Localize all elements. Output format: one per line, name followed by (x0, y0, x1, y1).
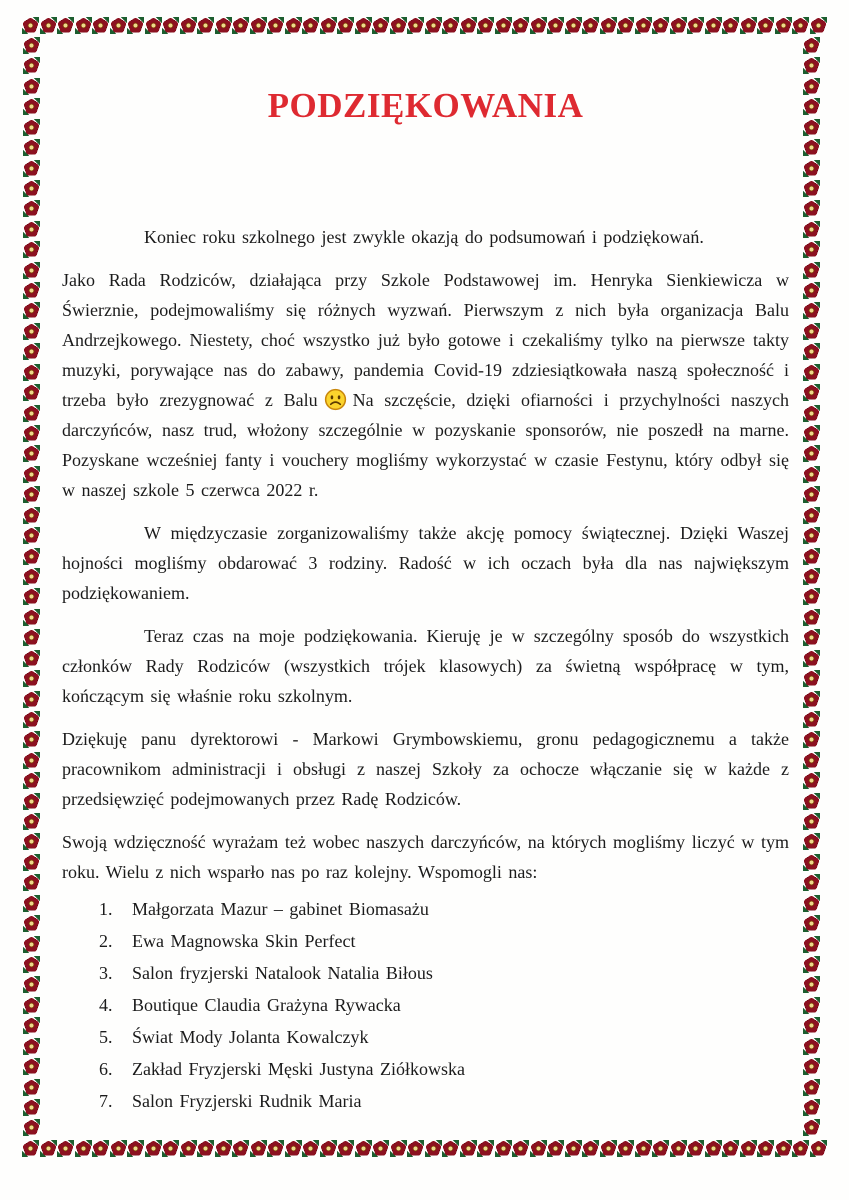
paragraph-donors-intro: Swoją wdzięczność wyrażam też wobec naszych darczyńców, na których mogliśmy liczyć w tym roku. Wielu z nich wsparło nas po raz kolejny. Wspomogli nas: (62, 832, 789, 882)
flower-icon (23, 1119, 40, 1136)
flower-icon (803, 180, 820, 197)
flower-icon (803, 466, 820, 483)
flower-icon (23, 854, 40, 871)
flower-icon (495, 17, 512, 34)
flower-icon (23, 180, 40, 197)
flower-icon (740, 17, 757, 34)
flower-icon (460, 17, 477, 34)
flower-icon (792, 1140, 809, 1157)
flower-icon (477, 17, 494, 34)
flower-icon (23, 200, 40, 217)
flower-icon (23, 78, 40, 95)
flower-icon (803, 221, 820, 238)
flower-icon (92, 1140, 109, 1157)
flower-icon (23, 323, 40, 340)
flower-icon (803, 588, 820, 605)
flower-icon (512, 1140, 529, 1157)
flower-icon (803, 1038, 820, 1055)
flower-icon (22, 1140, 39, 1157)
flower-icon (23, 486, 40, 503)
flower-icon (285, 17, 302, 34)
flower-icon (127, 1140, 144, 1157)
flower-icon (320, 1140, 337, 1157)
flower-icon (803, 915, 820, 932)
flower-icon (23, 1038, 40, 1055)
flower-icon (23, 793, 40, 810)
flower-icon (810, 1140, 827, 1157)
flower-icon (75, 17, 92, 34)
flower-icon (442, 17, 459, 34)
flower-icon (23, 609, 40, 626)
paragraph-director: Dziękuję panu dyrektorowi - Markowi Grymbowskiemu, gronu pedagogicznemu a także pracownikom administracji i obsługi z naszej Szkoły za ochocze włączanie się w każde z przedsięwzięć podejmowanych przez Radę Rodziców. (62, 729, 789, 809)
flower-icon (803, 1017, 820, 1034)
flower-icon (23, 874, 40, 891)
flower-icon (803, 1119, 820, 1136)
flower-icon (23, 588, 40, 605)
flower-icon (197, 1140, 214, 1157)
paragraph-charity: W międzyczasie zorganizowaliśmy także akcję pomocy świątecznej. Dzięki Waszej hojności mogliśmy obdarować 3 rodziny. Radość w ich oczach była dla nas największym podziękowaniem. (62, 523, 789, 603)
flower-icon (775, 1140, 792, 1157)
flower-icon (803, 752, 820, 769)
flower-icon (565, 17, 582, 34)
flower-icon (75, 1140, 92, 1157)
flower-icon (512, 17, 529, 34)
flower-icon (600, 1140, 617, 1157)
flower-icon (23, 425, 40, 442)
flower-icon (425, 1140, 442, 1157)
flower-icon (40, 17, 57, 34)
flower-icon (547, 1140, 564, 1157)
flower-icon (803, 548, 820, 565)
sponsors-list (62, 895, 789, 1116)
flower-icon (23, 1017, 40, 1034)
flower-icon (803, 793, 820, 810)
flower-icon (23, 997, 40, 1014)
flower-icon (320, 17, 337, 34)
flower-icon (425, 17, 442, 34)
flower-icon (267, 1140, 284, 1157)
flower-icon (803, 302, 820, 319)
flower-icon (803, 772, 820, 789)
flower-icon (803, 445, 820, 462)
flower-icon (22, 17, 39, 34)
flower-icon (23, 527, 40, 544)
flower-icon (23, 364, 40, 381)
flower-icon (250, 1140, 267, 1157)
list-item: 6. Zakład Fryzjerski Męski Justyna Ziółkowska (119, 1055, 789, 1084)
flower-icon (582, 17, 599, 34)
flower-icon (803, 711, 820, 728)
flower-icon (267, 17, 284, 34)
flower-icon (23, 956, 40, 973)
flower-icon (803, 241, 820, 258)
flower-icon (705, 17, 722, 34)
list-item: 3. Salon fryzjerski Natalook Natalia Biłous (119, 959, 789, 988)
flower-icon (775, 17, 792, 34)
flower-icon (792, 17, 809, 34)
flower-icon (582, 1140, 599, 1157)
flower-icon (232, 1140, 249, 1157)
flower-icon (407, 1140, 424, 1157)
flower-icon (803, 364, 820, 381)
floral-border-left (23, 37, 40, 1137)
paragraph-main-text-after: Na szczęście, dzięki ofiarności i przychylności naszych darczyńców, nasz trud, włożony szczególnie w pozyskanie sponsorów, nie poszedł na marne. Pozyskane wcześniej fanty i vouchery mogliśmy wykorzystać w czasie Festynu, który odbył się w naszej szkole 5 czerwca 2022 r. (62, 390, 789, 500)
flower-icon (670, 17, 687, 34)
flower-icon (23, 752, 40, 769)
flower-icon (23, 57, 40, 74)
flower-icon (617, 1140, 634, 1157)
flower-icon (23, 772, 40, 789)
flower-icon (803, 343, 820, 360)
flower-icon (670, 1140, 687, 1157)
floral-border-right (803, 37, 820, 1137)
flower-icon (355, 1140, 372, 1157)
flower-icon (23, 813, 40, 830)
flower-icon (803, 976, 820, 993)
flower-icon (803, 98, 820, 115)
flower-icon (180, 1140, 197, 1157)
flower-icon (803, 650, 820, 667)
flower-icon (92, 17, 109, 34)
flower-icon (162, 17, 179, 34)
flower-icon (23, 139, 40, 156)
flower-icon (145, 17, 162, 34)
flower-icon (803, 384, 820, 401)
flower-icon (803, 568, 820, 585)
document-title: PODZIĘKOWANIA (267, 86, 584, 125)
flower-icon (803, 486, 820, 503)
flower-icon (803, 813, 820, 830)
flower-icon (390, 17, 407, 34)
flower-icon (652, 1140, 669, 1157)
flower-icon (23, 691, 40, 708)
flower-icon (390, 1140, 407, 1157)
list-item: 7. Salon Fryzjerski Rudnik Maria (119, 1087, 789, 1116)
flower-icon (23, 98, 40, 115)
flower-icon (803, 609, 820, 626)
flower-icon (23, 262, 40, 279)
flower-icon (600, 17, 617, 34)
flower-icon (23, 548, 40, 565)
flower-icon (803, 731, 820, 748)
floral-border-top (22, 17, 827, 34)
flower-icon (355, 17, 372, 34)
flower-icon (803, 670, 820, 687)
flower-icon (495, 1140, 512, 1157)
floral-border-bottom (22, 1140, 827, 1157)
flower-icon (110, 17, 127, 34)
flower-icon (803, 997, 820, 1014)
flower-icon (23, 302, 40, 319)
flower-icon (23, 119, 40, 136)
flower-icon (635, 1140, 652, 1157)
flower-icon (285, 1140, 302, 1157)
flower-icon (110, 1140, 127, 1157)
flower-icon (162, 1140, 179, 1157)
flower-icon (740, 1140, 757, 1157)
flower-icon (803, 78, 820, 95)
flower-icon (477, 1140, 494, 1157)
flower-icon (23, 1058, 40, 1075)
flower-icon (530, 1140, 547, 1157)
flower-icon (180, 17, 197, 34)
flower-icon (530, 17, 547, 34)
flower-icon (565, 1140, 582, 1157)
flower-icon (652, 17, 669, 34)
flower-icon (803, 425, 820, 442)
flower-icon (23, 445, 40, 462)
flower-icon (302, 17, 319, 34)
flower-icon (23, 1099, 40, 1116)
flower-icon (803, 37, 820, 54)
flower-icon (803, 956, 820, 973)
flower-icon (460, 1140, 477, 1157)
flower-icon (803, 1058, 820, 1075)
flower-icon (803, 895, 820, 912)
flower-icon (197, 17, 214, 34)
flower-icon (23, 405, 40, 422)
flower-icon (23, 343, 40, 360)
paragraph-intro: Koniec roku szkolnego jest zwykle okazją do podsumowań i podziękowań. (144, 227, 704, 247)
list-item: 1. Małgorzata Mazur – gabinet Biomasażu (119, 895, 789, 924)
flower-icon (23, 568, 40, 585)
flower-icon (407, 17, 424, 34)
flower-icon (23, 282, 40, 299)
flower-icon (23, 241, 40, 258)
paragraph-main (62, 265, 789, 505)
flower-icon (687, 17, 704, 34)
flower-icon (23, 466, 40, 483)
flower-icon (803, 160, 820, 177)
flower-icon (23, 915, 40, 932)
flower-icon (23, 650, 40, 667)
flower-icon (635, 17, 652, 34)
flower-icon (803, 833, 820, 850)
paragraph-thanks: Teraz czas na moje podziękowania. Kieruję je w szczególny sposób do wszystkich członków Rady Rodziców (wszystkich trójek klasowych) za świetną współpracę w tym, kończącym się właśnie roku szkolnym. (62, 626, 789, 706)
flower-icon (23, 384, 40, 401)
flower-icon (803, 139, 820, 156)
flower-icon (145, 1140, 162, 1157)
flower-icon (803, 854, 820, 871)
flower-icon (23, 629, 40, 646)
flower-icon (250, 17, 267, 34)
flower-icon (803, 262, 820, 279)
list-item: 5. Świat Mody Jolanta Kowalczyk (119, 1023, 789, 1052)
flower-icon (127, 17, 144, 34)
flower-icon (40, 1140, 57, 1157)
flower-icon (803, 200, 820, 217)
flower-icon (23, 1079, 40, 1096)
flower-icon (803, 1079, 820, 1096)
flower-icon (23, 160, 40, 177)
flower-icon (803, 323, 820, 340)
flower-icon (803, 936, 820, 953)
flower-icon (803, 282, 820, 299)
flower-icon (23, 731, 40, 748)
flower-icon (57, 1140, 74, 1157)
flower-icon (57, 17, 74, 34)
flower-icon (803, 405, 820, 422)
flower-icon (372, 1140, 389, 1157)
flower-icon (215, 1140, 232, 1157)
flower-icon (337, 17, 354, 34)
flower-icon (23, 895, 40, 912)
flower-icon (547, 17, 564, 34)
flower-icon (23, 507, 40, 524)
flower-icon (372, 17, 389, 34)
flower-icon (810, 17, 827, 34)
flower-icon (23, 37, 40, 54)
flower-icon (23, 833, 40, 850)
flower-icon (803, 507, 820, 524)
flower-icon (302, 1140, 319, 1157)
list-item: 4. Boutique Claudia Grażyna Rywacka (119, 991, 789, 1020)
flower-icon (337, 1140, 354, 1157)
flower-icon (803, 691, 820, 708)
flower-icon (803, 119, 820, 136)
flower-icon (757, 1140, 774, 1157)
flower-icon (757, 17, 774, 34)
flower-icon (803, 527, 820, 544)
flower-icon (215, 17, 232, 34)
flower-icon (803, 57, 820, 74)
flower-icon (23, 711, 40, 728)
flower-icon (705, 1140, 722, 1157)
flower-icon (232, 17, 249, 34)
list-item: 2. Ewa Magnowska Skin Perfect (119, 927, 789, 956)
flower-icon (23, 670, 40, 687)
flower-icon (23, 936, 40, 953)
flower-icon (803, 629, 820, 646)
document-content (62, 86, 789, 1119)
flower-icon (23, 221, 40, 238)
flower-icon (442, 1140, 459, 1157)
flower-icon (687, 1140, 704, 1157)
flower-icon (803, 874, 820, 891)
sad-face-emoji (324, 388, 347, 411)
flower-icon (803, 1099, 820, 1116)
flower-icon (722, 1140, 739, 1157)
paragraph-main-text-before: Jako Rada Rodziców, działająca przy Szkole Podstawowej im. Henryka Sienkiewicza w Świerznie, podejmowaliśmy się różnych wyzwań. Pierwszym z nich była organizacja Balu Andrzejkowego. Niestety, choć wszystko już było gotowe i czekaliśmy tylko na pierwsze takty muzyki, porywające nas do zabawy, pandemia Covid-19 zdziesiątkowała naszą społeczność i trzeba było zrezygnować z Balu (62, 270, 789, 410)
flower-icon (23, 976, 40, 993)
flower-icon (617, 17, 634, 34)
flower-icon (722, 17, 739, 34)
